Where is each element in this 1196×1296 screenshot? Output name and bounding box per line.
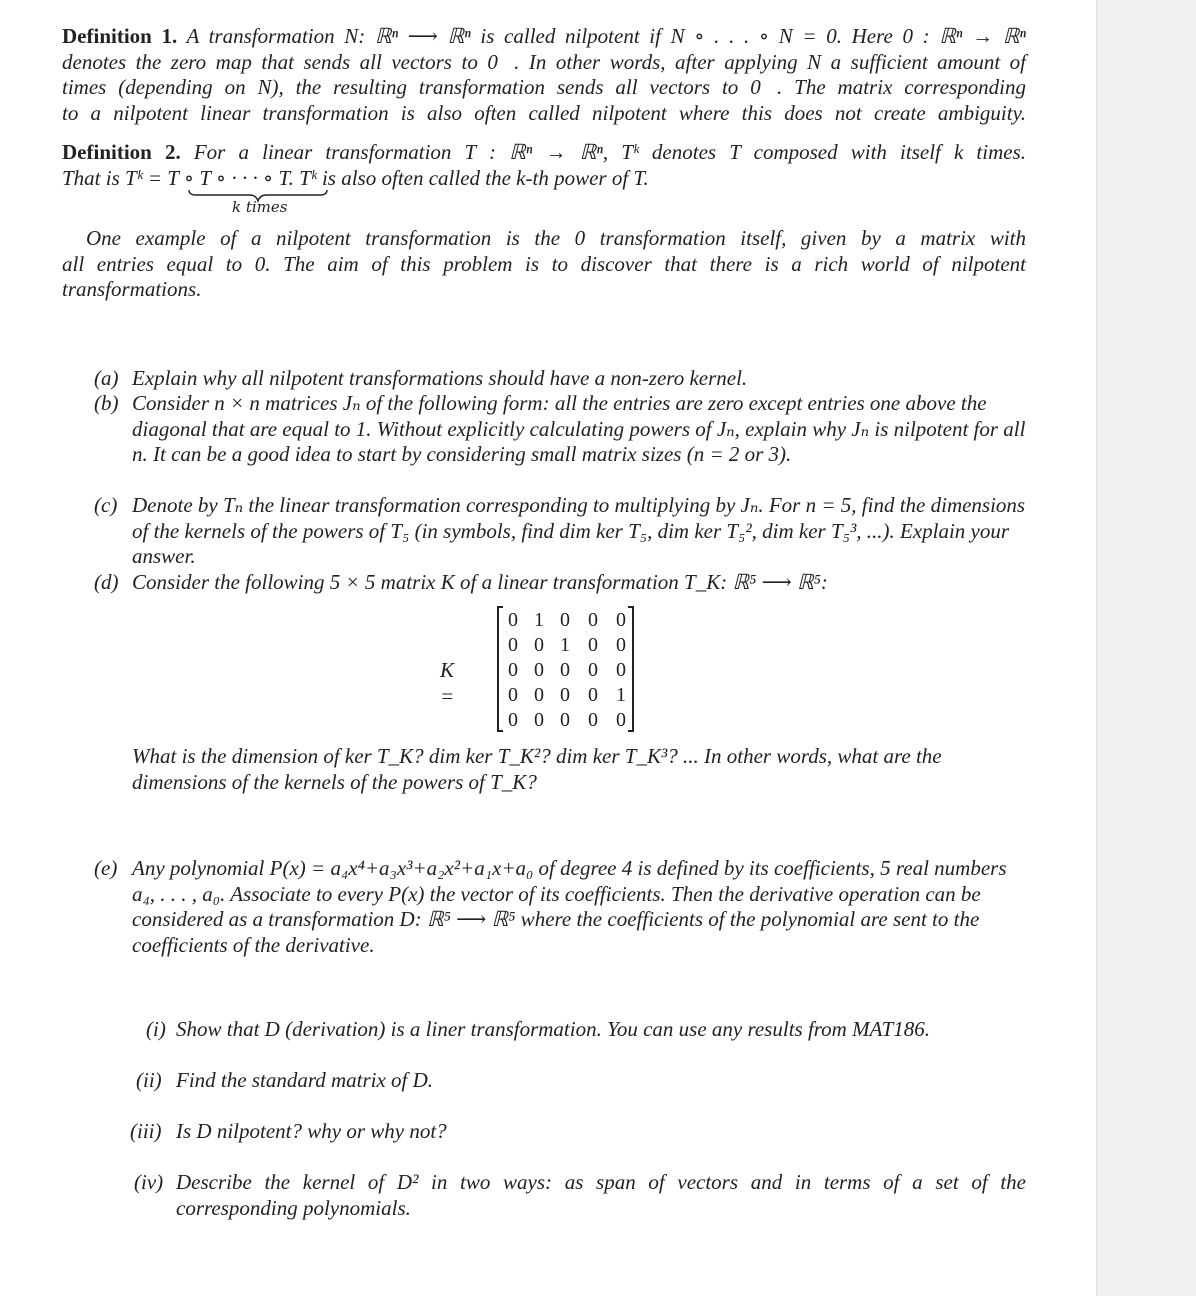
definition-2-line-2: That is Tᵏ = T ∘ T ∘ · · · ∘ T. Tᵏ is also often called the k-th power of T. (62, 165, 649, 190)
matrix-cell: 0 (560, 659, 570, 681)
part-c-line-3: ...). Explain your answer. (132, 518, 1010, 568)
part-c-label: (c) (94, 493, 118, 517)
subpart-iii-label: (iii) (130, 1119, 162, 1143)
matrix-k-label: K = (440, 658, 455, 708)
subpart-ii-line-1: Find the standard matrix of D. (176, 1068, 434, 1092)
definition-2 (62, 140, 1026, 191)
subpart-iv-line-1: Describe the kernel of D² in two ways: as span of vectors and in terms of a set of the (176, 1170, 1026, 1194)
definition-2-text-1: For a linear transformation T : ℝⁿ → ℝⁿ, Tᵏ denotes T composed with itself k times. (193, 140, 1027, 164)
matrix-cell: 1 (560, 634, 570, 656)
matrix-cell: 0 (508, 659, 518, 681)
matrix-cell: 0 (588, 684, 598, 706)
matrix-cell: 1 (616, 684, 626, 706)
definition-1-line-1 (62, 24, 1026, 50)
part-d-question (132, 744, 1026, 795)
matrix-cell: 0 (616, 709, 626, 731)
part-d-after-line-1: What is the dimension of ker T_K? dim ker T_K²? dim ker T_K³? ... In other words, what are the (132, 744, 942, 768)
matrix-cell: 0 (588, 634, 598, 656)
subpart-iii-line-1: Is D nilpotent? why or why not? (176, 1119, 447, 1143)
part-b-line-3: Jₙ is nilpotent for all n. It can be a good idea to start by considering small matrix sizes (n = 2 (132, 416, 1026, 466)
part-b-line-2: above the diagonal that are equal to 1. Without explicitly calculating powers of Jₙ, explain why (132, 391, 987, 441)
matrix-cell: 0 (534, 684, 544, 706)
intro-line-3: transformations. (62, 277, 202, 301)
matrix-cell: 0 (616, 609, 626, 631)
intro-paragraph (62, 226, 1026, 303)
matrix-cell: 0 (508, 684, 518, 706)
subpart-ii-label: (ii) (136, 1068, 162, 1092)
matrix-left-bracket (497, 606, 503, 732)
matrix-cell: 0 (616, 634, 626, 656)
matrix-cell: 0 (560, 709, 570, 731)
matrix-cell: 0 (534, 709, 544, 731)
matrix-cell: 0 (588, 709, 598, 731)
matrix-cell: 0 (534, 634, 544, 656)
definition-1 (62, 24, 1026, 126)
matrix-cell: 0 (508, 709, 518, 731)
part-e-line-4: polynomial are sent to the coefficients of the derivative. (132, 907, 980, 957)
intro-line-2: all entries equal to 0. The aim of this problem is to discover that there is a rich world of nilpotent (62, 251, 1026, 276)
matrix-cell: 0 (560, 684, 570, 706)
part-e-line-3: operation can be considered as a transformation D: ℝ⁵ ⟶ ℝ⁵ where the coefficients of the (132, 881, 981, 931)
definition-2-line-1 (62, 140, 1026, 166)
part-c-line-2: dimensions of the kernels of the powers of T₅ (in symbols, find dim ker T₅, dim ker T₅², dim ker T₅³, (132, 493, 1026, 543)
part-b-line-4: or 3). (744, 442, 792, 466)
part-a-line-1: Explain why all nilpotent transformations should have a non-zero kernel. (132, 366, 748, 390)
definition-1-text-1: A transformation N: ℝⁿ ⟶ ℝⁿ is called nilpotent if N ∘ . . . ∘ N = 0. Here 0 : ℝⁿ → ℝⁿ (186, 24, 1027, 48)
part-c-line-1: Denote by Tₙ the linear transformation corresponding to multiplying by Jₙ. For n = 5, find the (132, 493, 926, 517)
definition-1-line-3: times (depending on N), the resulting transformation sends all vectors to 0⃗. The matrix corresponding (62, 75, 1026, 99)
matrix-cell: 0 (508, 609, 518, 631)
part-e-line-2: numbers a₄, . . . , a₀. Associate to every P(x) the vector of its coefficients. Then the derivative (132, 856, 1007, 906)
subpart-i-label: (i) (146, 1017, 166, 1041)
matrix-cell: 0 (588, 609, 598, 631)
intro-line-1: One example of a nilpotent transformation is the 0 transformation itself, given by a matrix with (86, 226, 1026, 250)
definition-1-line-2: denotes the zero map that sends all vectors to 0⃗. In other words, after applying N a sufficient amount of (62, 49, 1026, 74)
matrix-cell: 1 (534, 609, 544, 631)
matrix-cell: 0 (560, 609, 570, 631)
part-d-label: (d) (94, 570, 119, 594)
subpart-iv-label: (iv) (134, 1170, 164, 1194)
part-e-line-1: Any polynomial P(x) = a₄x⁴+a₃x³+a₂x²+a₁x+a₀ of degree 4 is defined by its coefficients, 5 real (132, 856, 929, 880)
part-b-label: (b) (94, 391, 119, 415)
part-a-label: (a) (94, 366, 119, 390)
definition-1-heading: Definition 1. (62, 24, 178, 48)
part-d-line-1: Consider the following 5 × 5 matrix K of a linear transformation T_K: ℝ⁵ ⟶ ℝ⁵: (132, 570, 828, 594)
part-b-line-1: Consider n × n matrices Jₙ of the following form: all the entries are zero except entries one (132, 391, 901, 415)
matrix-cell: 0 (534, 659, 544, 681)
definition-1-line-4: to a nilpotent linear transformation is also often called nilpotent where this does not create ambiguity. (62, 100, 1026, 125)
definition-2-heading: Definition 2. (62, 140, 181, 164)
matrix-cell: 0 (588, 659, 598, 681)
matrix-cell: 0 (508, 634, 518, 656)
subpart-i-line-1: Show that D (derivation) is a liner transformation. You can use any results from MAT186. (176, 1017, 931, 1041)
matrix-cell: 0 (616, 659, 626, 681)
underbrace-label: k times (232, 198, 288, 216)
part-d-after-line-2: dimensions of the kernels of the powers of T_K? (132, 769, 537, 794)
subpart-iv-line-2: corresponding polynomials. (176, 1195, 411, 1220)
part-e-label: (e) (94, 856, 118, 880)
